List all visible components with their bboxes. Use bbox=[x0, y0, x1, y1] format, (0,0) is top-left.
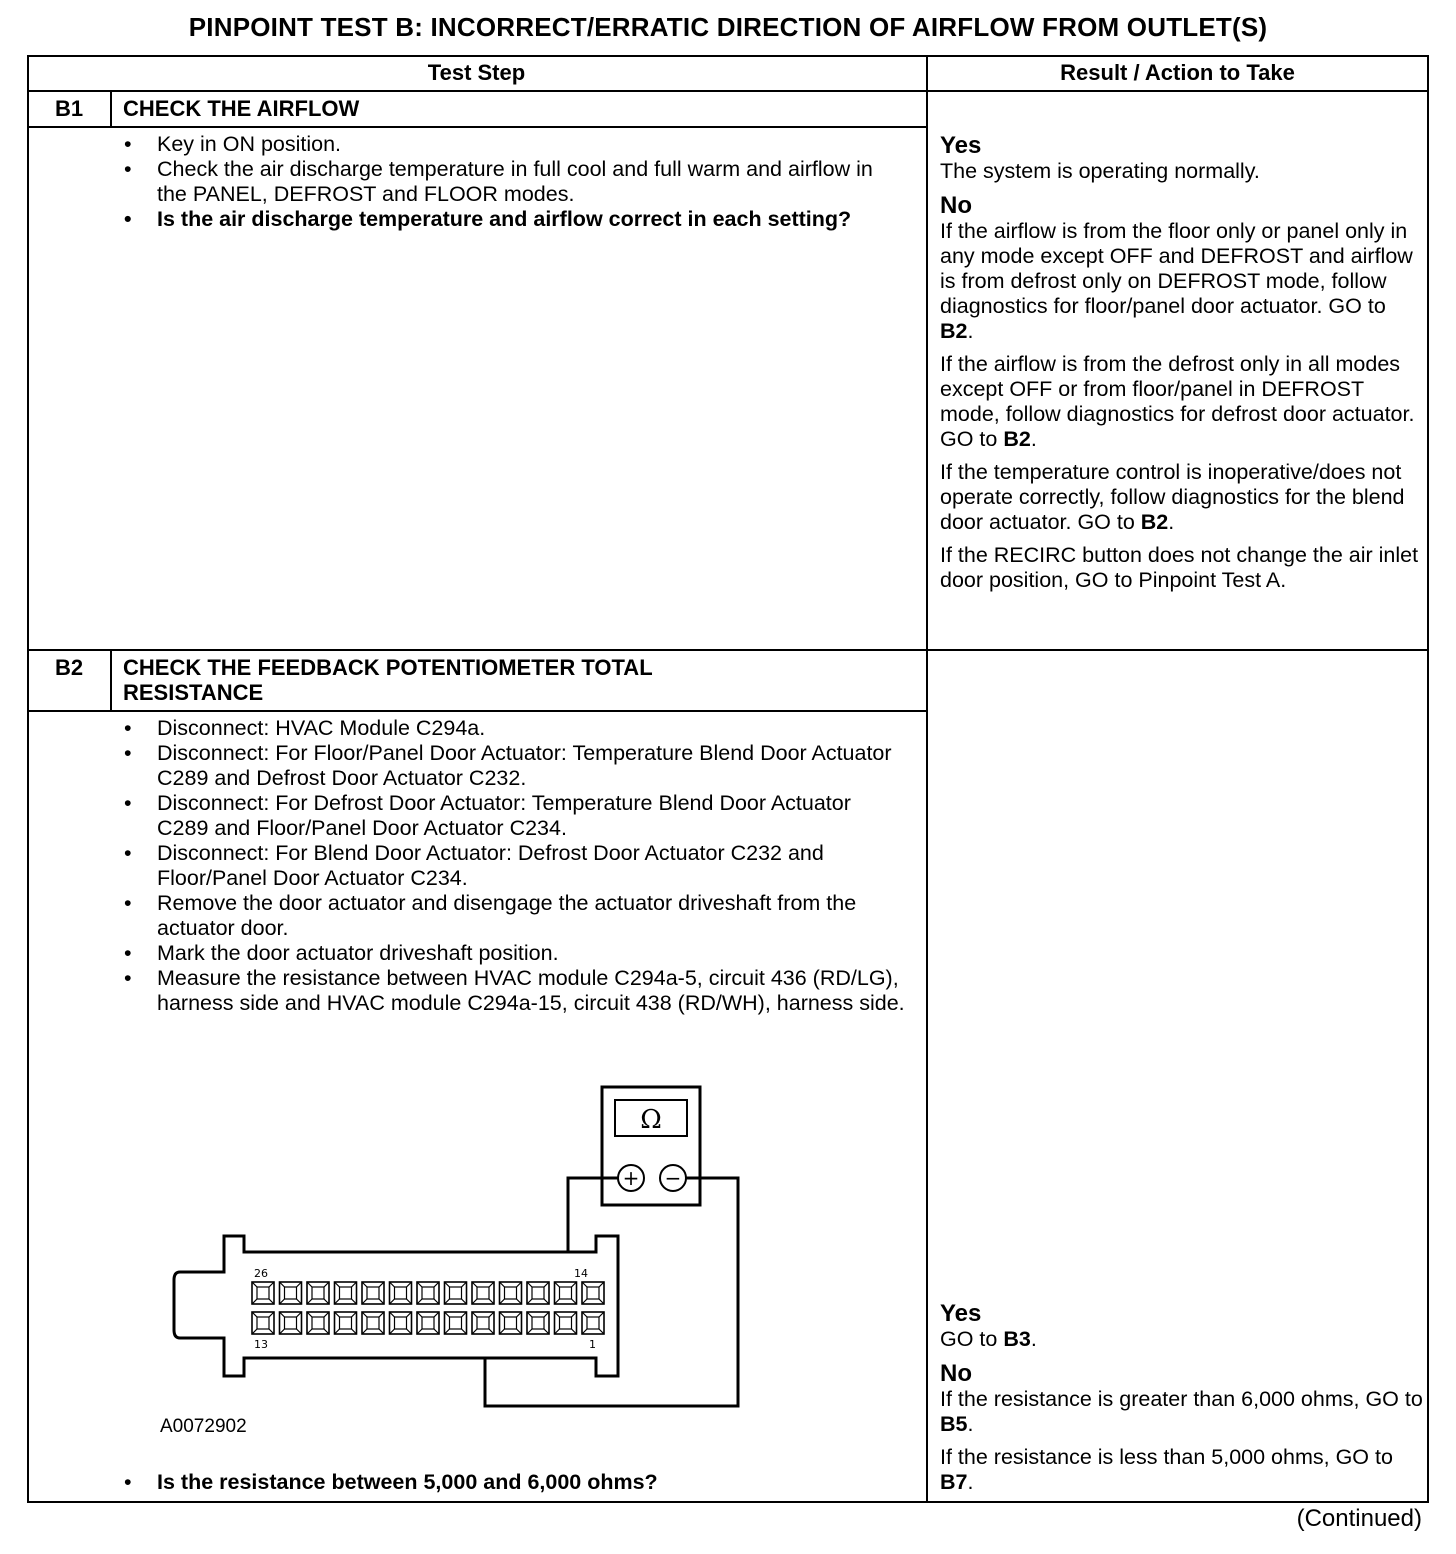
pin-label-14: 14 bbox=[574, 1267, 588, 1280]
connector-pin bbox=[335, 1312, 357, 1334]
connector-pin bbox=[582, 1282, 604, 1304]
list-item: • Mark the door actuator driveshaft position. bbox=[116, 941, 906, 966]
connector-pin bbox=[280, 1312, 302, 1334]
b2-result bbox=[940, 1300, 1424, 1503]
connector-pin bbox=[445, 1282, 467, 1304]
continued-label: (Continued) bbox=[1296, 1505, 1422, 1532]
list-item: • Key in ON position. bbox=[116, 132, 906, 157]
b1-step-list bbox=[116, 132, 906, 232]
connector-pin bbox=[527, 1312, 549, 1334]
b1-result bbox=[940, 132, 1424, 601]
connector-pin bbox=[390, 1312, 412, 1334]
list-item: • Disconnect: For Blend Door Actuator: Defrost Door Actuator C232 and Floor/Panel Door Actuator C234. bbox=[116, 841, 906, 891]
yes-text: GO to B3. bbox=[940, 1327, 1037, 1351]
connector-pin bbox=[555, 1312, 577, 1334]
connector-pin bbox=[362, 1312, 384, 1334]
svg-text:−: − bbox=[664, 1166, 682, 1190]
connector-pin bbox=[362, 1282, 384, 1304]
list-item: • Measure the resistance between HVAC module C294a-5, circuit 436 (RD/LG), harness side and HVAC module C294a-15, circuit 438 (RD/WH), harness side. bbox=[116, 966, 906, 1016]
step-ref[interactable]: B5 bbox=[940, 1412, 968, 1436]
b1-title-divider bbox=[27, 126, 927, 128]
pin-label-1: 1 bbox=[589, 1338, 596, 1351]
no-label: No bbox=[940, 192, 972, 219]
no-item: If the airflow is from the defrost only in all modes except OFF or from floor/panel in DEFROST mode, follow diagnostics for defrost door actuator. GO to B2. bbox=[940, 352, 1415, 451]
yes-label: Yes bbox=[940, 1300, 982, 1327]
b2-step-list bbox=[116, 716, 906, 1016]
no-item: If the resistance is greater than 6,000 ohms, GO to B5. bbox=[940, 1387, 1423, 1436]
connector-pin bbox=[500, 1312, 522, 1334]
ohmmeter-connector-diagram bbox=[160, 1080, 760, 1420]
no-item: If the airflow is from the floor only or panel only in any mode except OFF and DEFROST and airflow is from defrost only on DEFROST mode, follow diagnostics for floor/panel door actuator. GO to B2. bbox=[940, 219, 1413, 343]
list-item: • Check the air discharge temperature in full cool and full warm and airflow in the PANEL, DEFROST and FLOOR modes. bbox=[116, 157, 906, 207]
row-divider-b2 bbox=[27, 649, 1429, 651]
connector-pin bbox=[335, 1282, 357, 1304]
figure-id: A0072902 bbox=[160, 1416, 247, 1437]
connector-pin bbox=[280, 1282, 302, 1304]
list-item: • Remove the door actuator and disengage the actuator driveshaft from the actuator door. bbox=[116, 891, 906, 941]
column-divider bbox=[926, 55, 928, 1503]
no-item: If the temperature control is inoperative/does not operate correctly, follow diagnostics for the blend door actuator. GO to B2. bbox=[940, 460, 1405, 534]
connector-pin bbox=[417, 1312, 439, 1334]
connector-pin bbox=[445, 1312, 467, 1334]
no-item: If the RECIRC button does not change the air inlet door position, GO to Pinpoint Test A. bbox=[940, 543, 1419, 592]
connector-pin bbox=[390, 1282, 412, 1304]
connector-pin bbox=[500, 1282, 522, 1304]
yes-text: The system is operating normally. bbox=[940, 159, 1260, 183]
step-ref[interactable]: B7 bbox=[940, 1470, 968, 1494]
pin-label-26: 26 bbox=[254, 1267, 268, 1280]
connector-pin bbox=[307, 1282, 329, 1304]
connector-pin bbox=[527, 1282, 549, 1304]
b2-question: • Is the resistance between 5,000 and 6,000 ohms? bbox=[124, 1470, 658, 1494]
b1-question: • Is the air discharge temperature and airflow correct in each setting? bbox=[116, 207, 906, 232]
connector-pin bbox=[417, 1282, 439, 1304]
step-ref[interactable]: B2 bbox=[940, 319, 968, 343]
step-id-b1: B1 bbox=[54, 96, 84, 121]
connector-pin bbox=[472, 1312, 494, 1334]
connector-pin bbox=[307, 1312, 329, 1334]
connector-pin bbox=[472, 1282, 494, 1304]
step-ref[interactable]: B3 bbox=[1003, 1327, 1031, 1351]
step-ref[interactable]: B2 bbox=[1003, 427, 1031, 451]
header-divider bbox=[27, 90, 1429, 92]
svg-text:+: + bbox=[622, 1166, 640, 1190]
yes-label: Yes bbox=[940, 132, 982, 159]
no-item: If the resistance is less than 5,000 ohms, GO to B7. bbox=[940, 1445, 1393, 1494]
page-title: PINPOINT TEST B: INCORRECT/ERRATIC DIRECTION OF AIRFLOW FROM OUTLET(S) bbox=[188, 12, 1268, 42]
list-item: • Disconnect: For Defrost Door Actuator: Temperature Blend Door Actuator C289 and Floor/Panel Door Actuator C234. bbox=[116, 791, 906, 841]
connector-pin bbox=[252, 1312, 274, 1334]
pin-label-13: 13 bbox=[254, 1338, 268, 1351]
header-result: Result / Action to Take bbox=[1060, 60, 1295, 85]
step-ref[interactable]: B2 bbox=[1140, 510, 1169, 534]
step-title-b1: CHECK THE AIRFLOW bbox=[123, 96, 360, 121]
list-item: • Disconnect: HVAC Module C294a. bbox=[116, 716, 906, 741]
connector-pin bbox=[555, 1282, 577, 1304]
connector-pin bbox=[582, 1312, 604, 1334]
header-test-step: Test Step bbox=[427, 60, 526, 85]
id-divider-b2 bbox=[110, 649, 112, 711]
connector-pin bbox=[252, 1282, 274, 1304]
list-item: • Disconnect: For Floor/Panel Door Actuator: Temperature Blend Door Actuator C289 and Defrost Door Actuator C232. bbox=[116, 741, 906, 791]
step-title-b2: CHECK THE FEEDBACK POTENTIOMETER TOTAL RESISTANCE bbox=[123, 655, 653, 705]
no-label: No bbox=[940, 1360, 972, 1387]
id-divider-b1 bbox=[110, 90, 112, 127]
step-id-b2: B2 bbox=[54, 655, 84, 680]
b2-title-divider bbox=[27, 710, 927, 712]
ohm-symbol-icon: Ω bbox=[640, 1105, 662, 1135]
